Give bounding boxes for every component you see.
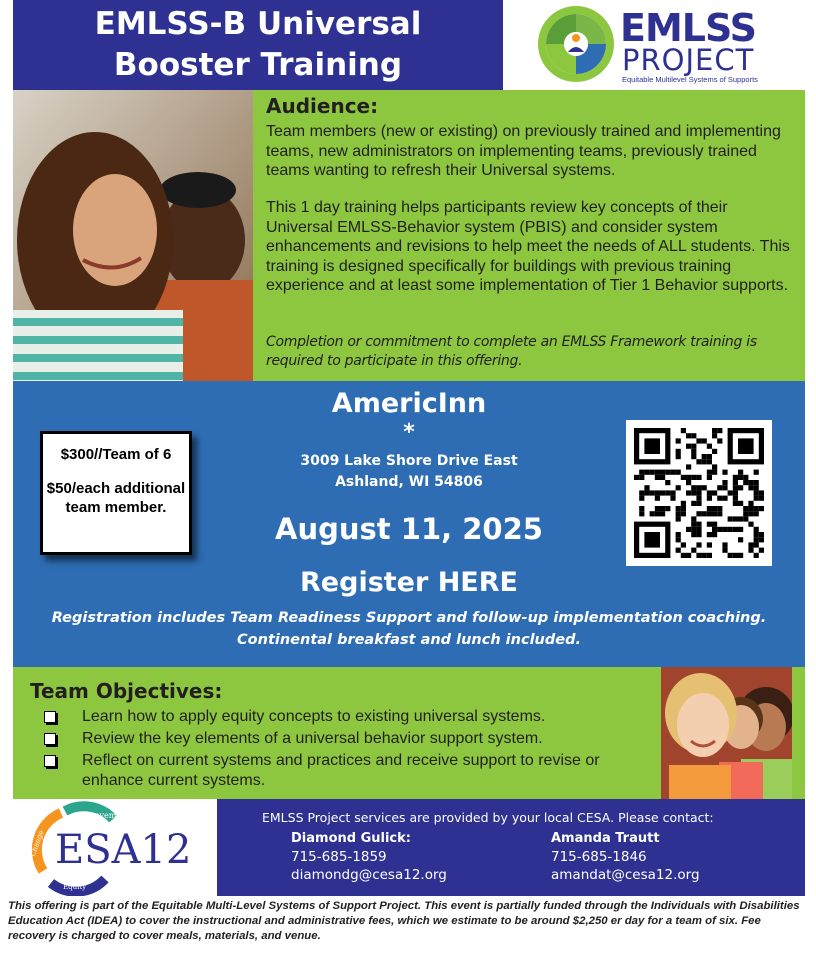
price-box (40, 431, 192, 555)
contact-2-email[interactable]: amandat@cesa12.org (551, 867, 700, 883)
cesa12-logo (13, 799, 217, 896)
contact-1-phone[interactable]: 715-685-1859 (291, 849, 387, 865)
star-separator: * (403, 420, 415, 445)
contact-2-phone[interactable]: 715-685-1846 (551, 849, 647, 865)
emlss-project-logo (536, 4, 766, 88)
aperture-icon (536, 4, 620, 88)
register-link[interactable]: Register HERE (300, 567, 518, 598)
venue-name: AmericInn (331, 388, 487, 419)
logo-ring-text-left: Change (28, 829, 46, 858)
contact-heading: EMLSS Project services are provided by your local CESA. Please contact: (262, 810, 714, 825)
objective-text: Learn how to apply equity concepts to existing universal systems. (82, 708, 546, 725)
objectives-heading: Team Objectives: (30, 679, 223, 703)
logo-text-esa: ESA12 (55, 827, 192, 873)
title-line-2: Booster Training (113, 47, 403, 83)
logo-tagline: Equitable Multilevel Systems of Supports (622, 75, 758, 84)
audience-description: Team members (new or existing) on previously trained and implementing teams, new administrators on implementing teams, previously trained teams wanting to refresh their Universal systems. (266, 123, 781, 179)
logo-ring-text-bottom: Equity (63, 883, 87, 891)
contact-1-name: Diamond Gulick: (291, 831, 411, 846)
contact-2-name: Amanda Trautt (551, 831, 660, 846)
prerequisite-note: Completion or commitment to complete an EMLSS Framework training is required to participate in this offering. (266, 334, 757, 369)
additional-member-price: $50/each additional team member. (46, 480, 186, 516)
objective-text: Reflect on current systems and practices and receive support to revise or enhance current systems. (82, 752, 600, 789)
objective-text: Review the key elements of a universal behavior support system. (82, 730, 543, 747)
contact-1-email[interactable]: diamondg@cesa12.org (291, 867, 447, 883)
event-date: August 11, 2025 (275, 512, 543, 546)
children-photo (661, 667, 792, 799)
training-description: This 1 day training helps participants review key concepts of their Universal EMLSS-Behavior system (PBIS) and consider system enhancements and revisions to help meet the needs of ALL students. This training is designed specifically for buildings with previous training experience and at least some implementation of Tier 1 Behavior supports. (266, 199, 790, 294)
audience-heading: Audience: (266, 94, 379, 118)
logo-wordmark: EMLSS (620, 6, 757, 50)
logo-ring-text-top: Improvement (75, 811, 130, 820)
registration-note-1: Registration includes Team Readiness Support and follow-up implementation coaching. (51, 610, 767, 626)
checkbox-bullet-icon (44, 755, 56, 767)
address-line-1: 3009 Lake Shore Drive East (300, 453, 518, 469)
qr-code-icon (626, 420, 772, 566)
page-title (13, 4, 503, 86)
title-line-1: EMLSS-B Universal (94, 6, 422, 42)
team-price: $300//Team of 6 (60, 446, 172, 463)
logo-subword: PROJECT (622, 43, 755, 77)
funding-disclaimer: This offering is part of the Equitable Multi-Level Systems of Support Project. This event is partially funded through the Individuals with Disabilities Education Act (IDEA) to cover the instructional and administrative fees, which we estimate to be around $2,250 er day for a team of six. Fee recovery is charged to cover meals, materials, and venue. (8, 900, 800, 943)
address-line-2: Ashland, WI 54806 (335, 474, 483, 490)
teacher-student-photo (13, 90, 253, 381)
registration-note-2: Continental breakfast and lunch included. (237, 632, 581, 648)
checkbox-bullet-icon (44, 711, 56, 723)
checkbox-bullet-icon (44, 733, 56, 745)
registration-qr-code[interactable] (626, 420, 772, 566)
